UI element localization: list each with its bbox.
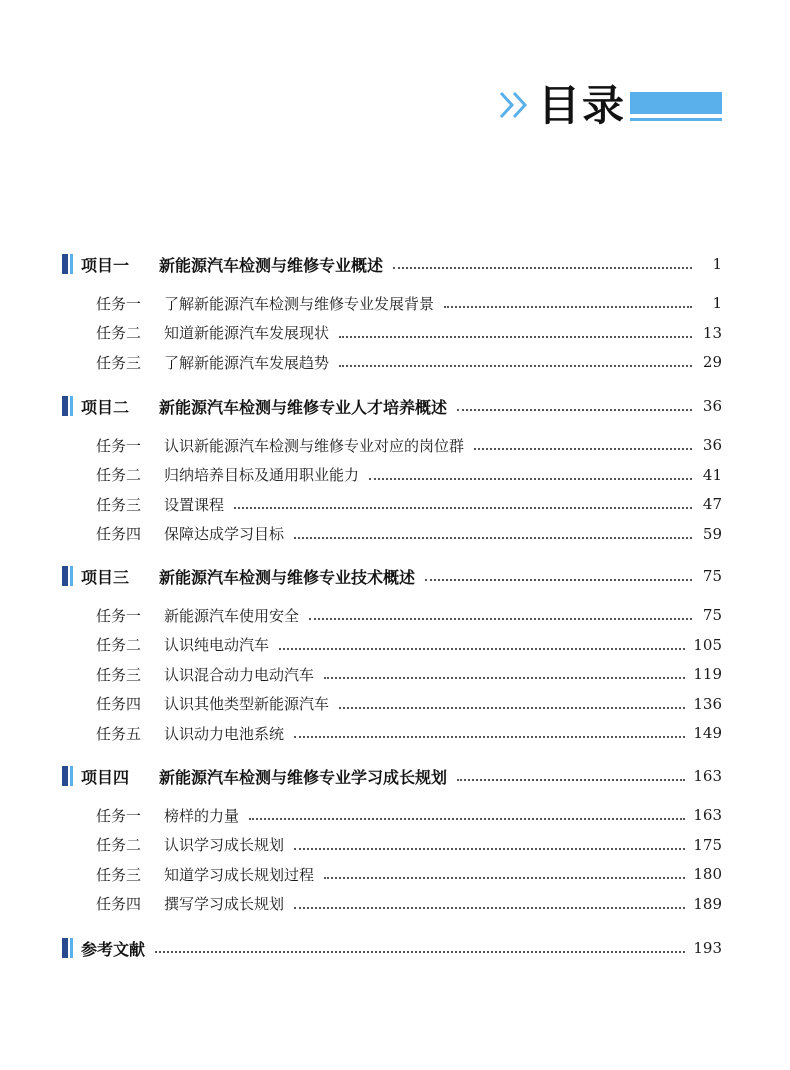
toc-page-number: 75 [702,567,722,585]
section-marker-icon [62,766,73,786]
toc-task-title: 认识混合动力电动汽车 [164,665,315,684]
toc-task-title: 了解新能源汽车检测与维修专业发展背景 [164,294,435,313]
toc-page-number: 36 [702,397,722,415]
toc-task-title: 认识新能源汽车检测与维修专业对应的岗位群 [164,436,465,455]
toc-task-row[interactable] [0,350,790,374]
toc-page-number: 1 [712,255,722,273]
toc-project-heading [81,765,447,788]
toc-project-title: 新能源汽车检测与维修专业概述 [159,255,384,275]
page-title: 目录 [538,81,627,130]
toc-page-number: 29 [702,353,722,371]
toc-page-number: 136 [693,694,722,713]
toc-task-label: 任务四 [96,525,142,543]
toc-page-number: 163 [693,767,722,785]
toc-task-title: 知道学习成长规划过程 [164,865,315,884]
toc-task-row[interactable] [0,603,790,627]
toc-project-row[interactable] [0,764,790,788]
dot-leader [294,736,685,738]
toc-task-heading [96,834,284,855]
toc-project-row[interactable] [0,936,790,960]
toc-page-number: 175 [693,835,722,854]
toc-task-heading [96,864,314,885]
toc-task-heading [96,893,284,914]
toc-task-title: 认识学习成长规划 [164,836,285,854]
section-marker-icon [62,938,73,958]
toc-page-number: 193 [693,939,722,957]
toc-task-title: 榜样的力量 [164,806,240,825]
toc-project-heading [81,395,447,418]
toc-task-title: 认识纯电动汽车 [164,636,270,654]
dot-leader [249,818,685,820]
dot-leader [324,677,685,679]
toc-page-number: 1 [712,294,722,312]
toc-task-label: 任务五 [96,724,142,743]
dot-leader [457,779,685,781]
toc-task-row[interactable] [0,522,790,546]
toc-task-title: 新能源汽车使用安全 [164,606,300,625]
toc-task-heading [96,693,329,714]
toc-task-heading [96,352,329,373]
toc-task-row[interactable] [0,433,790,457]
dot-leader [393,267,692,269]
toc-task-heading [96,322,329,343]
toc-task-row[interactable] [0,321,790,345]
toc-project-row[interactable] [0,252,790,276]
toc-page-number: 36 [702,436,722,454]
double-chevron-icon [498,90,532,120]
toc-project-label: 项目二 [81,397,130,417]
toc-task-title: 了解新能源汽车发展趋势 [164,353,330,372]
toc-task-title: 认识其他类型新能源汽车 [164,695,330,713]
toc-page-number: 105 [693,635,722,654]
toc-page-number: 180 [693,865,722,883]
toc-project-label: 项目一 [81,255,130,275]
toc-task-row[interactable] [0,633,790,657]
toc-task-row[interactable] [0,892,790,916]
toc-project-heading [81,253,383,276]
toc-task-row[interactable] [0,463,790,487]
toc-task-heading [96,634,269,655]
dot-leader [425,579,692,581]
toc-task-title: 归纳培养目标及通用职业能力 [164,466,360,484]
toc-page-number: 149 [693,724,722,742]
toc-task-heading [96,435,464,456]
toc-task-heading [96,723,284,744]
toc-task-label: 任务三 [96,865,142,884]
toc-project-title: 新能源汽车检测与维修专业学习成长规划 [159,767,448,787]
toc-page-number: 189 [693,894,722,913]
toc-task-heading [96,664,314,685]
section-marker-icon [62,566,73,586]
dot-leader [155,951,685,953]
toc-task-row[interactable] [0,803,790,827]
dot-leader [309,618,692,620]
dot-leader [279,648,685,650]
toc-task-label: 任务四 [96,695,142,713]
toc-project-row[interactable] [0,394,790,418]
toc-task-label: 任务三 [96,665,142,684]
toc-task-row[interactable] [0,662,790,686]
toc-project-heading [81,565,415,588]
toc-task-label: 任务三 [96,495,142,514]
toc-task-label: 任务四 [96,895,142,913]
toc-task-label: 任务二 [96,466,142,484]
title-accent-line [630,118,722,121]
toc-page-number: 163 [693,806,722,824]
toc-page-number: 119 [693,665,722,683]
title-accent-bar [630,92,722,114]
toc-task-label: 任务一 [96,606,142,625]
toc-page-number: 59 [702,524,722,543]
toc-task-row[interactable] [0,833,790,857]
dot-leader [457,409,692,411]
toc-project-title: 新能源汽车检测与维修专业技术概述 [159,567,416,587]
toc-task-title: 知道新能源汽车发展现状 [164,324,330,342]
toc-task-title: 设置课程 [164,495,225,514]
toc-project-title: 新能源汽车检测与维修专业人才培养概述 [159,397,448,417]
toc-task-heading [96,805,239,826]
toc-task-heading [96,494,224,515]
toc-task-label: 任务一 [96,806,142,825]
toc-task-title: 保障达成学习目标 [164,525,285,543]
toc-task-heading [96,293,434,314]
toc-task-row[interactable] [0,692,790,716]
toc-task-label: 任务一 [96,294,142,313]
dot-leader [234,507,692,509]
toc-page-number: 13 [702,323,722,342]
toc-page-number: 47 [702,495,722,513]
toc-project-row[interactable] [0,564,790,588]
dot-leader [324,877,685,879]
section-marker-icon [62,254,73,274]
toc-project-label: 项目三 [81,567,130,587]
toc-task-heading [96,464,359,485]
dot-leader [444,306,692,308]
toc-task-heading [96,605,299,626]
toc-project-label: 参考文献 [81,939,146,959]
dot-leader [474,448,692,450]
toc-page-number: 75 [702,606,722,624]
toc-task-label: 任务三 [96,353,142,372]
toc-task-row[interactable] [0,291,790,315]
dot-leader [294,907,685,909]
section-marker-icon [62,396,73,416]
toc-task-title: 认识动力电池系统 [164,724,285,743]
dot-leader [339,707,685,709]
dot-leader [369,478,692,480]
dot-leader [294,848,685,850]
dot-leader [339,336,692,338]
toc-task-row[interactable] [0,492,790,516]
toc-header [490,78,730,134]
toc-page-number: 41 [702,465,722,484]
dot-leader [339,365,692,367]
toc-task-heading [96,523,284,544]
toc-task-label: 任务二 [96,324,142,342]
toc-task-label: 任务二 [96,836,142,854]
toc-task-row[interactable] [0,721,790,745]
toc-project-heading [81,937,145,960]
toc-task-label: 任务二 [96,636,142,654]
toc-project-label: 项目四 [81,767,130,787]
dot-leader [294,537,692,539]
toc-task-row[interactable] [0,862,790,886]
toc-task-label: 任务一 [96,436,142,455]
toc-task-title: 撰写学习成长规划 [164,895,285,913]
